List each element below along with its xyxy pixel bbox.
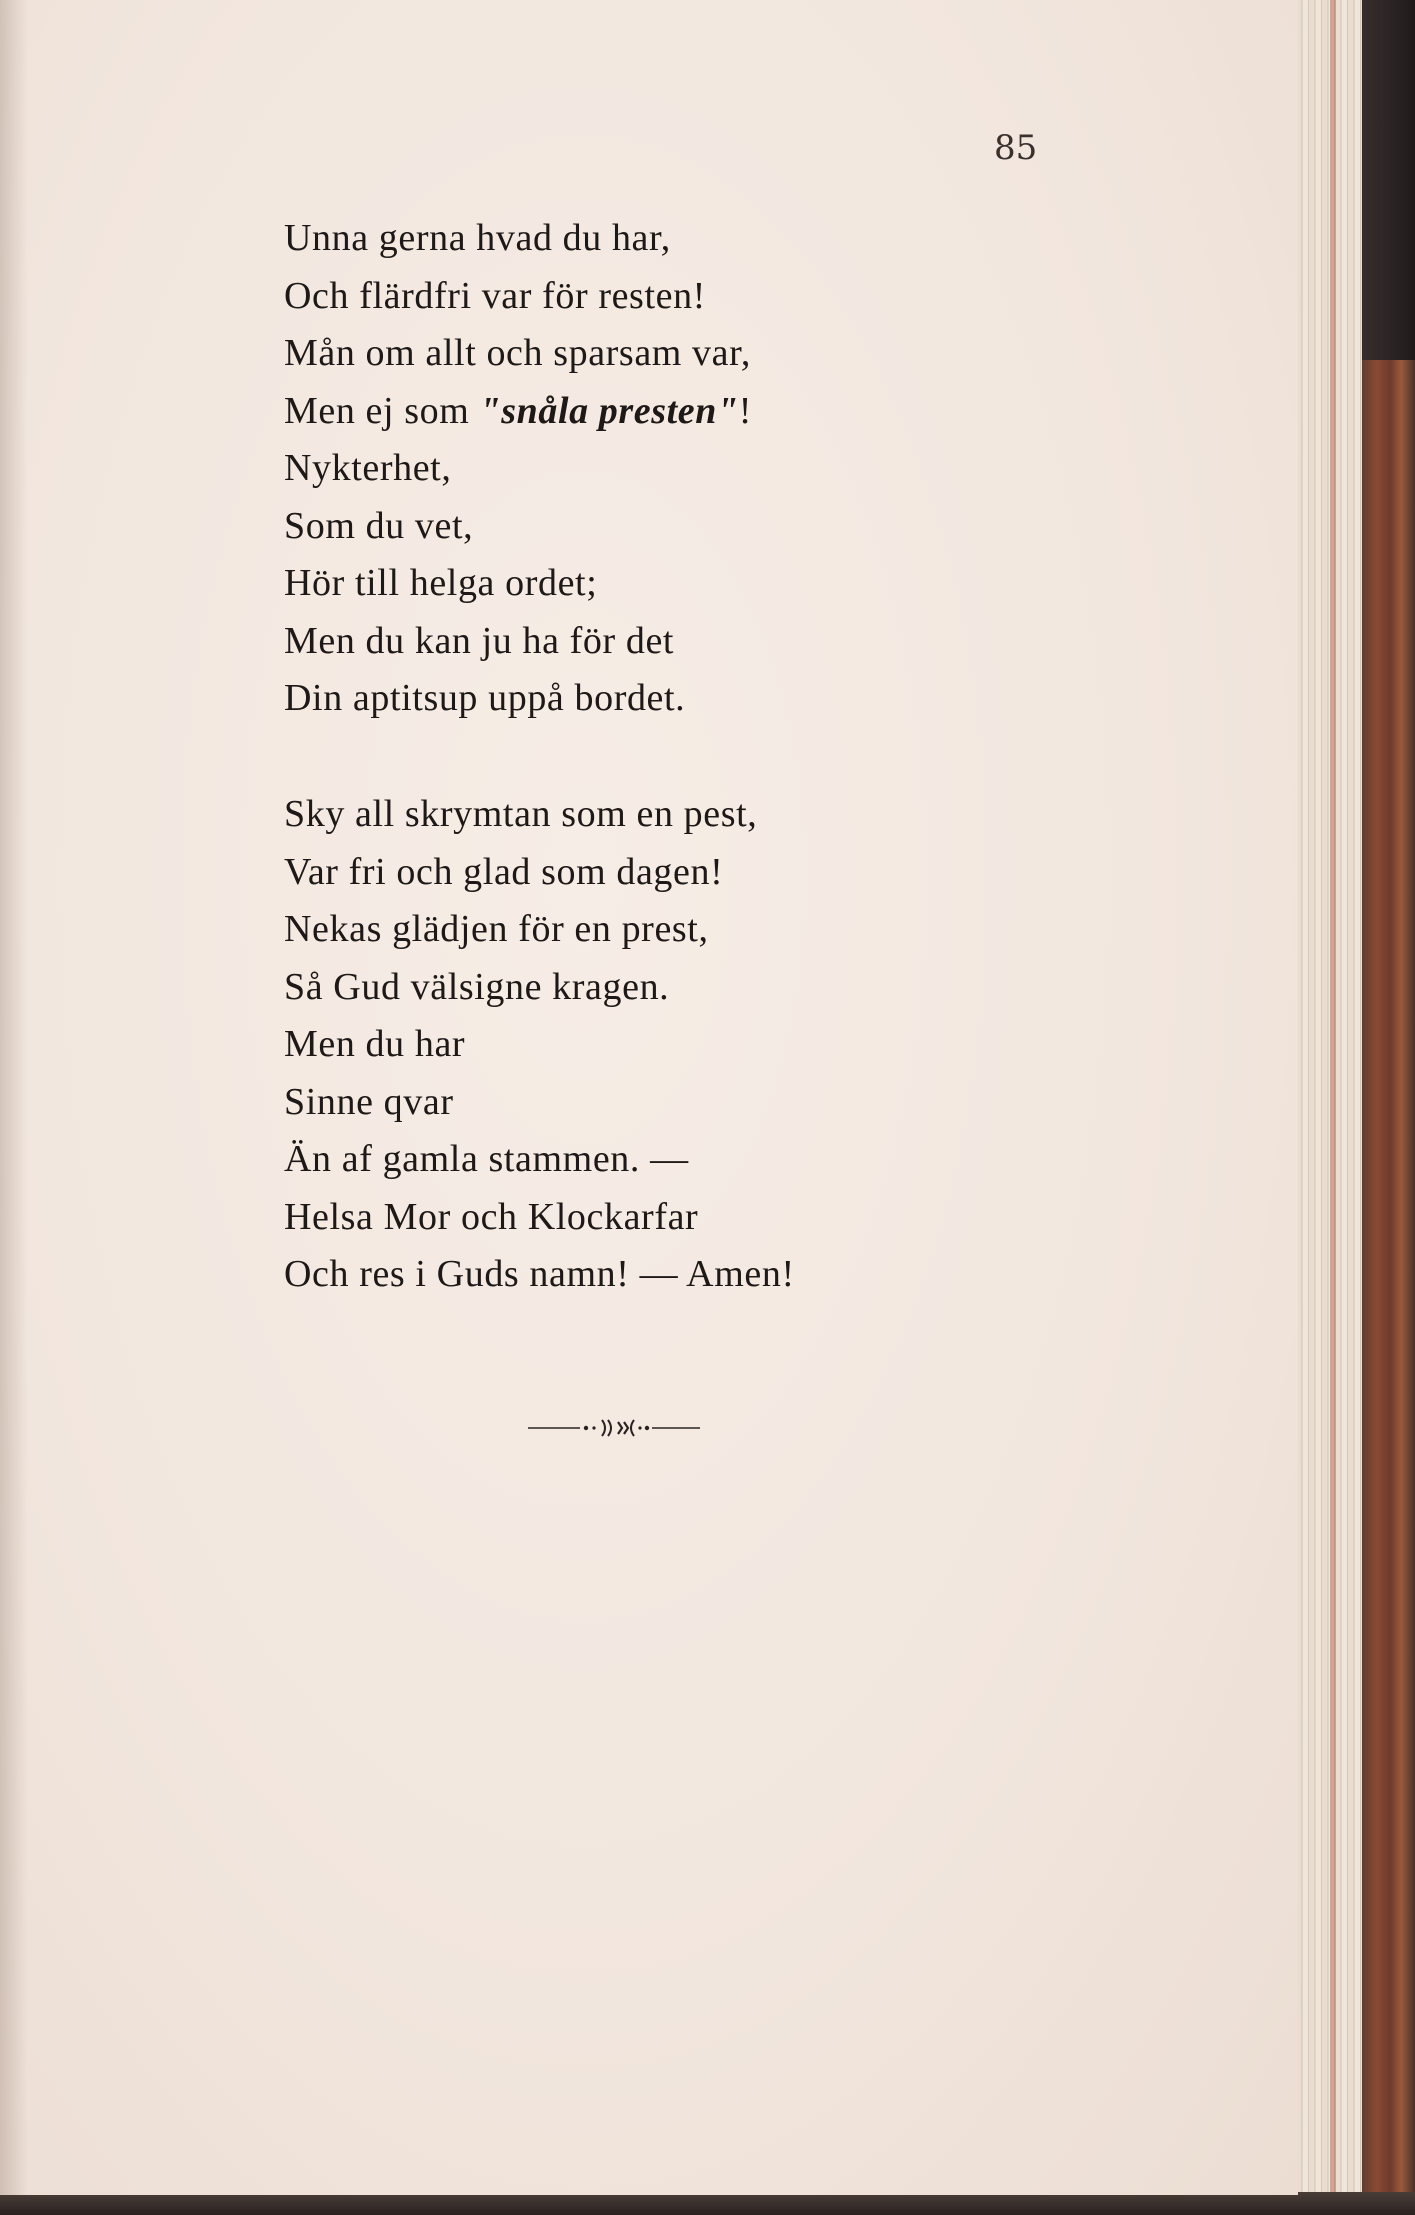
verse-line: Så Gud välsigne kragen. bbox=[284, 965, 670, 1008]
verse-line: Än af gamla stammen. — bbox=[284, 1138, 689, 1180]
verse-line-with-emphasis bbox=[284, 383, 752, 441]
stanza-1 bbox=[284, 210, 752, 728]
verse-line: Din aptitsup uppå bordet. bbox=[284, 677, 686, 719]
page-number: 85 bbox=[994, 128, 1038, 168]
verse-line: Helsa Mor och Klockarfar bbox=[284, 1195, 699, 1238]
bottom-binding-strip bbox=[0, 2192, 1415, 2215]
verse-line: Och flärdfri var för resten! bbox=[284, 274, 706, 317]
verse-line: Sinne qvar bbox=[284, 1080, 454, 1123]
emphasized-quote: "snåla presten" bbox=[479, 389, 739, 432]
verse-line: Mån om allt och sparsam var, bbox=[284, 332, 751, 374]
verse-line: Hör till helga ordet; bbox=[284, 562, 598, 604]
page-edges bbox=[1296, 0, 1362, 2200]
verse-line: Och res i Guds namn! — Amen! bbox=[284, 1253, 795, 1295]
page-edge-tint bbox=[1330, 0, 1336, 2200]
verse-text: Men ej som bbox=[284, 389, 480, 432]
gutter-shadow bbox=[0, 0, 28, 2195]
verse-line: Nekas glädjen för en prest, bbox=[284, 908, 709, 950]
verse-line: Unna gerna hvad du har, bbox=[284, 217, 671, 259]
verse-line: Sky all skrymtan som en pest, bbox=[284, 793, 758, 835]
verse-line: Som du vet, bbox=[284, 504, 474, 547]
ornamental-divider-icon bbox=[524, 1416, 704, 1440]
verse-line: Men du har bbox=[284, 1023, 466, 1065]
verse-line: Men du kan ju ha för det bbox=[284, 619, 675, 662]
stanza-2 bbox=[284, 786, 795, 1304]
verse-line: Nykterhet, bbox=[284, 447, 452, 489]
verse-line: Var fri och glad som dagen! bbox=[284, 850, 724, 893]
verse-punctuation: ! bbox=[738, 389, 752, 432]
